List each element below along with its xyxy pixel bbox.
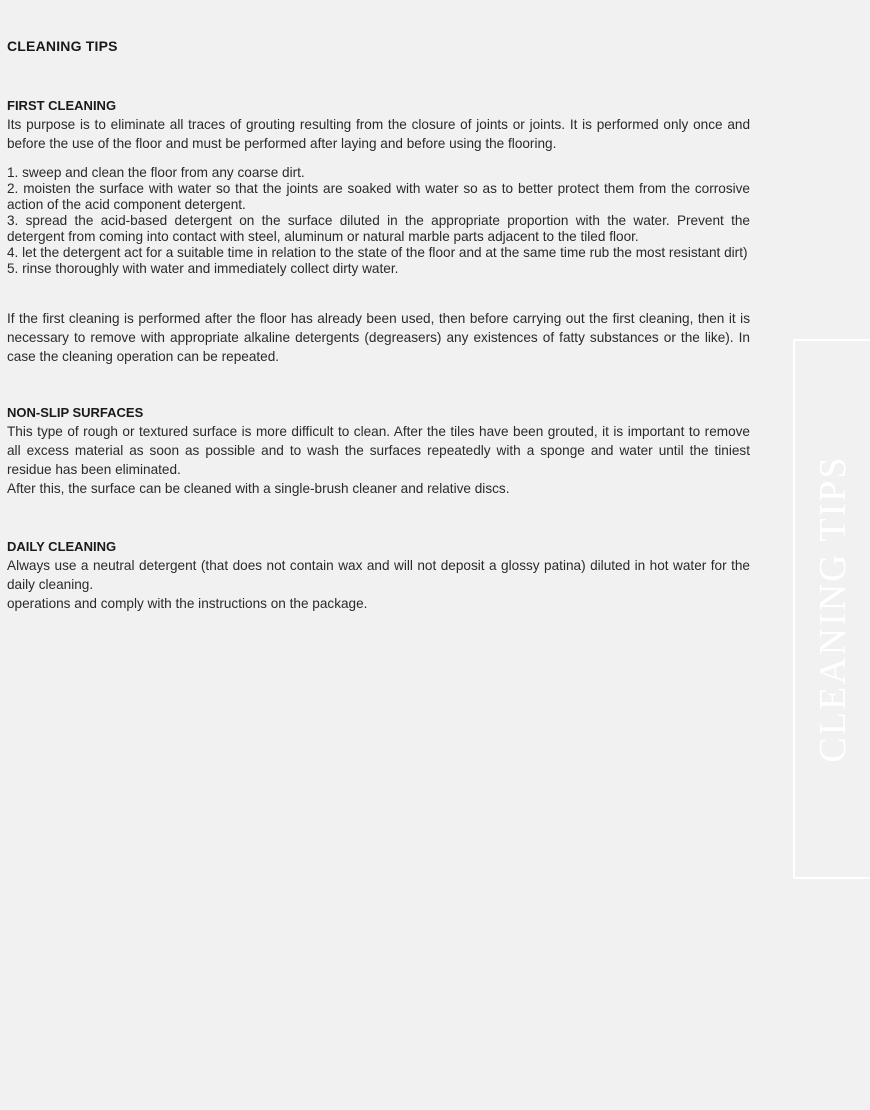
non-slip-heading: NON-SLIP SURFACES [7, 405, 144, 420]
non-slip-body: This type of rough or textured surface is more difficult to clean. After the tiles have been grouted, it is important to remove all excess material as soon as possible and to wash the surfaces repeatedly with a sponge and water until the tiniest residue has been eliminated. [7, 424, 750, 477]
first-cleaning-section [7, 96, 750, 153]
first-cleaning-steps [7, 165, 750, 277]
first-cleaning-note-text: If the first cleaning is performed after the floor has already been used, then before carrying out the first cleaning, then it is necessary to remove with appropriate alkaline detergents (degreasers) any existences of fatty substances or the like). In case the cleaning operation can be repeated. [7, 311, 750, 364]
daily-cleaning-body-2: operations and comply with the instructions on the package. [7, 596, 368, 611]
first-cleaning-note [7, 309, 750, 366]
list-item: 5. rinse thoroughly with water and immediately collect dirty water. [7, 261, 399, 276]
non-slip-section [7, 403, 750, 498]
page-title: CLEANING TIPS [7, 38, 118, 54]
first-cleaning-intro: Its purpose is to eliminate all traces of grouting resulting from the closure of joints or joints. It is performed only once and before the use of the floor and must be performed after laying and before using the flooring. [7, 117, 750, 151]
non-slip-body-2: After this, the surface can be cleaned with a single-brush cleaner and relative discs. [7, 481, 510, 496]
side-tab-label: CLEANING TIPS [811, 455, 854, 763]
daily-cleaning-heading: DAILY CLEANING [7, 539, 117, 554]
daily-cleaning-body: Always use a neutral detergent (that does not contain wax and will not deposit a glossy patina) diluted in hot water for the daily cleaning. [7, 558, 750, 592]
side-tab [793, 339, 870, 879]
list-item: 2. moisten the surface with water so that the joints are soaked with water so as to better protect them from the corrosive action of the acid component detergent. [7, 181, 750, 212]
list-item: 3. spread the acid-based detergent on the surface diluted in the appropriate proportion with the water. Prevent the detergent from coming into contact with steel, aluminum or natural marble parts adjacent to the tiled floor. [7, 213, 750, 244]
list-item: 1. sweep and clean the floor from any coarse dirt. [7, 165, 305, 180]
first-cleaning-heading: FIRST CLEANING [7, 98, 117, 113]
list-item: 4. let the detergent act for a suitable time in relation to the state of the floor and at the same time rub the most resistant dirt) [7, 245, 748, 260]
daily-cleaning-section [7, 537, 750, 613]
